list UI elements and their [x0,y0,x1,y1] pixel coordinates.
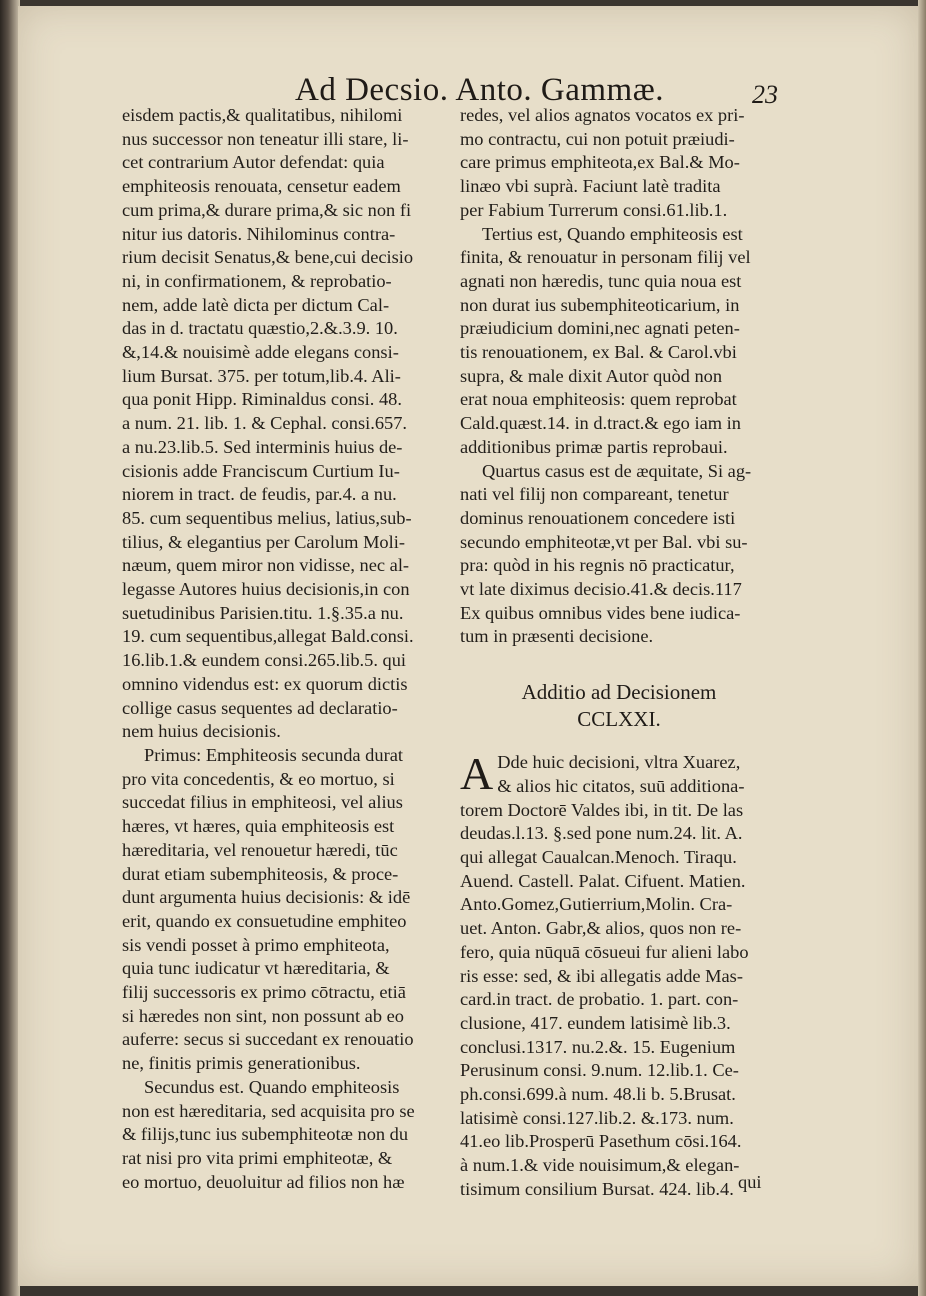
text-line: Cald.quæst.14. in d.tract.& ego iam in [460,413,741,434]
text-line: dominus renouationem concedere isti [460,507,736,528]
text-line: non est hæreditaria, sed acquisita pro se [122,1100,415,1121]
text-line: legasse Autores huius decisionis,in con [122,579,410,600]
text-line: additionibus primæ partis reprobaui. [460,436,728,457]
text-line: niorem in tract. de feudis, par.4. a nu. [122,484,397,505]
text-line: eo mortuo, deuoluitur ad filios non hæ [122,1171,405,1192]
book-gutter [0,0,20,1296]
text-line: hæres, vt hæres, quia emphiteosis est [122,816,395,837]
text-line: lium Bursat. 375. per totum,lib.4. Ali- [122,365,401,386]
text-line: das in d. tractatu quæstio,2.&.3.9. 10. [122,318,398,339]
text-line: erat noua emphiteosis: quem reprobat [460,389,737,410]
text-line: 41.eo lib.Prosperū Pasethum cōsi.164. [460,1131,742,1152]
text-line: a num. 21. lib. 1. & Cephal. consi.657. [122,413,408,434]
text-line: à num.1.& vide nouisimum,& elegan- [460,1155,740,1176]
text-line: nati vel filij non compareant, tenetur [460,484,729,505]
text-line: eisdem pactis,& qualitatibus, nihilomi [122,105,403,125]
text-line: redes, vel alios agnatos vocatos ex pri- [460,105,745,125]
right-column-text [460,104,778,649]
text-line: Dde huic decisioni, vltra Xuarez, [497,752,741,773]
text-line: nem huius decisionis. [122,721,281,742]
text-line: si hæredes non sint, non possunt ab eo [122,1005,404,1026]
text-line: præiudicium domini,nec agnati peten- [460,318,740,339]
text-line: care primus emphiteota,ex Bal.& Mo- [460,152,740,173]
text-line: 85. cum sequentibus melius, latius,sub- [122,507,412,528]
text-line: mo contractu, cui non potuit præiudi- [460,128,735,149]
text-line: filij successoris ex primo cōtractu, etiā [122,982,406,1003]
text-line: næum, quem miror non vidisse, nec al- [122,555,410,576]
text-line: sis vendi posset à primo emphiteota, [122,934,390,955]
text-line: non durat ius subemphiteoticarium, in [460,294,740,315]
text-line: Anto.Gomez,Gutierrium,Molin. Cra- [460,894,733,915]
text-line: omnino videndus est: ex quorum dictis [122,673,408,694]
text-line: conclusi.1317. nu.2.&. 15. Eugenium [460,1036,736,1057]
text-line: dunt argumenta huius decisionis: & idē [122,887,411,908]
text-line: &,14.& nouisimè adde elegans consi- [122,342,399,363]
text-line: per Fabium Turrerum consi.61.lib.1. [460,199,728,220]
text-line: durat etiam subemphiteosis, & proce- [122,863,399,884]
text-line: cisionis adde Franciscum Curtium Iu- [122,460,400,481]
text-line: deudas.l.13. §.sed pone num.24. lit. A. [460,823,743,844]
text-line: agnati non hæredis, tunc quia noua est [460,270,742,291]
text-line: Ex quibus omnibus vides bene iudica- [460,602,741,623]
text-line: emphiteosis renouata, censetur eadem [122,176,401,197]
text-line: erit, quando ex consuetudine emphiteo [122,910,407,931]
text-line: tisimum consilium Bursat. 424. lib.4. [460,1178,734,1199]
text-line: quia tunc iudicatur vt hæreditaria, & [122,958,390,979]
text-line: card.in tract. de probatio. 1. part. con- [460,989,739,1010]
text-line: & filijs,tunc ius subemphiteotæ non du [122,1124,409,1145]
text-line: cum prima,& durare prima,& sic non fi [122,199,412,220]
text-line: uet. Anton. Gabr,& alios, quos non re- [460,918,742,939]
text-line: qua ponit Hipp. Riminaldus consi. 48. [122,389,402,410]
text-line: ris esse: sed, & ibi allegatis adde Mas- [460,965,743,986]
text-line: a nu.23.lib.5. Sed interminis huius de- [122,436,403,457]
text-line: Auend. Castell. Palat. Cifuent. Matien. [460,870,746,891]
text-line: Primus: Emphiteosis secunda durat [144,744,403,765]
text-line: cet contrarium Autor defendat: quia [122,152,385,173]
text-line: clusione, 417. eundem latisimè lib.3. [460,1012,731,1033]
drop-cap: A [460,748,494,800]
text-line: finita, & renouatur in personam filij vel [460,247,751,268]
text-line: ph.consi.699.à num. 48.li b. 5.Brusat. [460,1084,736,1105]
text-line: pro vita concedentis, & eo mortuo, si [122,768,395,789]
text-line: torem Doctorē Valdes ibi, in tit. De las [460,799,744,820]
text-line: rium decisit Senatus,& bene,cui decisio [122,247,414,268]
addition-number: CCLXXI. [577,707,661,732]
text-line: nus successor non teneatur illi stare, li- [122,128,409,149]
text-line: 16.lib.1.& eundem consi.265.lib.5. qui [122,650,407,671]
text-line: 19. cum sequentibus,allegat Bald.consi. [122,626,414,647]
text-line: & alios hic citatos, suū additiona- [497,775,745,796]
text-line: supra, & male dixit Autor quòd non [460,365,723,386]
text-line: fero, quia nūquā cōsueui fur alieni labo [460,941,749,962]
addition-text [460,748,778,1201]
text-line: latisimè consi.127.lib.2. &.173. num. [460,1107,734,1128]
text-line: pra: quòd in his regnis nō practicatur, [460,555,735,576]
page-edge [918,0,926,1296]
text-line: Tertius est, Quando emphiteosis est [482,223,743,244]
running-head: Ad Decsio. Anto. Gammæ. [295,72,664,108]
text-line: secundo emphiteotæ,vt per Bal. vbi su- [460,531,748,552]
text-line: ni, in confirmationem, & reprobatio- [122,270,392,291]
right-column [460,104,778,1202]
page-number: 23 [752,80,778,109]
text-line: auferre: secus si succedant ex renouatio [122,1029,414,1050]
text-line: collige casus sequentes ad declaratio- [122,697,398,718]
text-line: nitur ius datoris. Nihilominus contra- [122,223,396,244]
text-line: linæo vbi suprà. Faciunt latè tradita [460,176,721,197]
text-line: hæreditaria, vel renouetur hæredi, tūc [122,839,398,860]
text-line: nem, adde latè dicta per dictum Cal- [122,294,390,315]
text-line: Perusinum consi. 9.num. 12.lib.1. Ce- [460,1060,739,1081]
text-line: Quartus casus est de æquitate, Si ag- [482,460,752,481]
text-line: vt late diximus decisio.41.& decis.117 [460,579,742,600]
text-line: tis renouationem, ex Bal. & Carol.vbi [460,342,737,363]
text-line: qui allegat Caualcan.Menoch. Tiraqu. [460,846,737,867]
text-line: suetudinibus Parisien.titu. 1.§.35.a nu. [122,602,404,623]
text-line: ne, finitis primis generationibus. [122,1053,361,1074]
text-line: Secundus est. Quando emphiteosis [144,1076,400,1097]
text-line: tilius, & elegantius per Carolum Moli- [122,531,405,552]
text-line: tum in præsenti decisione. [460,626,654,647]
text-line: rat nisi pro vita primi emphiteotæ, & [122,1147,393,1168]
catchword: qui [738,1172,762,1192]
left-column [122,104,440,1194]
text-line: succedat filius in emphiteosi, vel alius [122,792,403,813]
addition-title: Additio ad Decisionem [521,680,717,705]
